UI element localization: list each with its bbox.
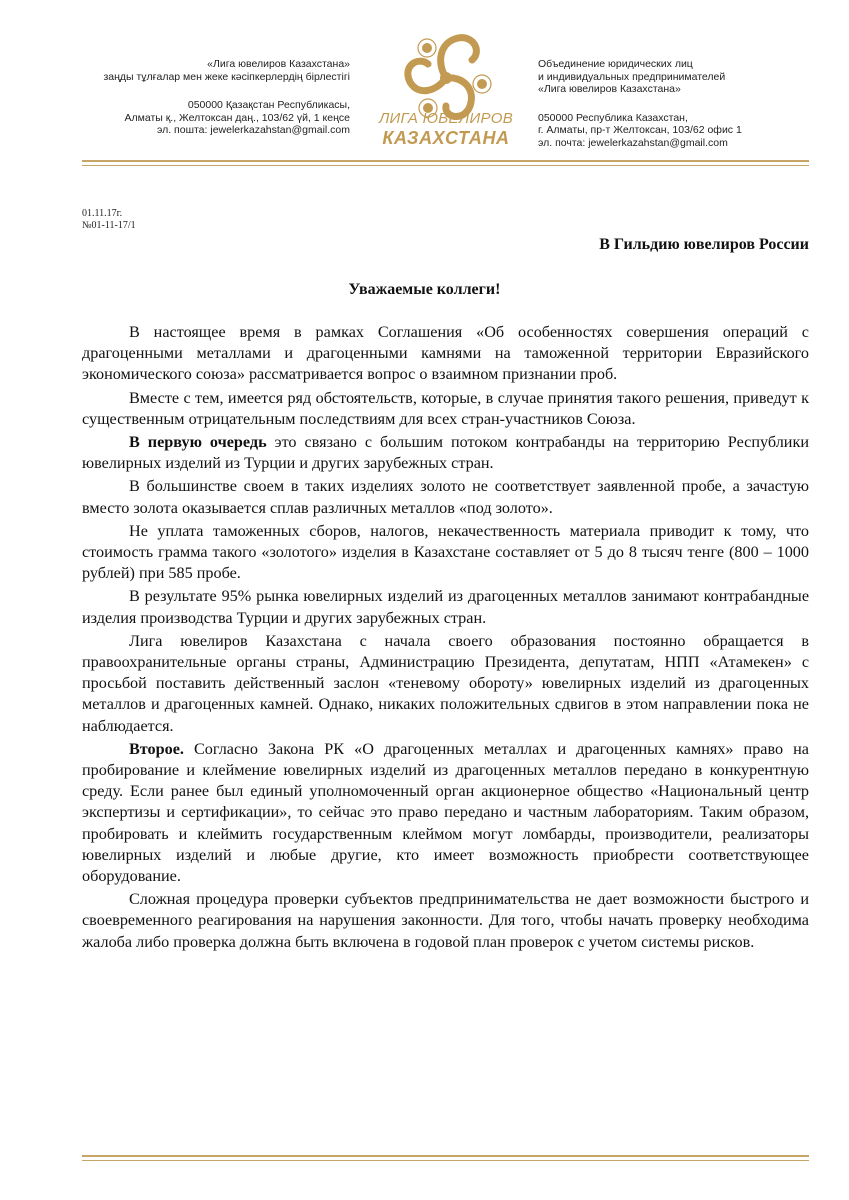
paragraph-8: [82, 739, 809, 887]
header-right-email: эл. почта: jewelerkazahstan@gmail.com: [538, 136, 728, 149]
paragraph-9: Сложная процедура проверки субъектов предпринимательства не дает возможности быстрого и своевременного реагирования на нарушения законности. Для того, чтобы начать проверку необходима жалоба либо проверка должна быть включена в годовой план проверок с учетом системы рисков.: [82, 890, 809, 951]
header-left-block: [80, 58, 350, 137]
header-left-address-1: 050000 Қазақстан Республикасы,: [187, 99, 350, 111]
letter-number: №01-11-17/1: [82, 220, 136, 231]
header-left-org: «Лига ювелиров Казахстана»: [207, 58, 350, 70]
paragraph-7: Лига ювелиров Казахстана с начала своего образования постоянно обращается в правоохранительные органы страны, Администрацию Президента, депутатам, НПП «Атамекен» с просьбой поставить действенный заслон «теневому обороту» ювелирных изделий из драгоценных металлов и драгоценных камней. Однако, никаких положительных сдвигов в этом направлении пока не наблюдается.: [82, 631, 809, 735]
paragraph-4: В большинстве своем в таких изделиях золото не соответствует заявленной пробе, а зачастую вместо золота оказывается сплав различных металлов «под золото».: [82, 477, 809, 517]
paragraph-2: Вместе с тем, имеется ряд обстоятельств, которые, в случае принятия такого решения, приведут к существенным отрицательным последствиям для всех стран-участников Союза.: [82, 388, 809, 428]
paragraph-3-text: это связано с большим потоком контрабанды на территорию Республики ювелирных изделий из Турции и других зарубежных стран.: [82, 433, 809, 473]
header-right-address-2: г. Алматы, пр-т Желтоксан, 103/62 офис 1: [538, 124, 742, 136]
header-right-org-2: и индивидуальных предпринимателей: [538, 70, 726, 83]
header-rule-thin: [82, 165, 809, 166]
letter-meta: [82, 208, 136, 232]
letter-salutation: Уважаемые коллеги!: [348, 281, 501, 298]
paragraph-1: В настоящее время в рамках Соглашения «Об особенностях совершения операций с драгоценными металлами и драгоценными камнями на таможенной территории Евразийского экономического союза» рассматривается вопрос о взаимном признании проб.: [82, 323, 809, 384]
footer-rule-thick: [82, 1155, 809, 1157]
header-right-org-quoted: «Лига ювелиров Казахстана»: [538, 83, 681, 95]
header-left-address-2: Алматы қ., Желтоксан даң., 103/62 үй, 1 кеңсе: [124, 111, 350, 124]
paragraph-5: Не уплата таможенных сборов, налогов, некачественность материала приводит к тому, что стоимость грамма такого «золотого» изделия в Казахстане составляет от 5 до 8 тысяч тенге (800 – 1000 рублей) при 585 пробе.: [82, 521, 809, 583]
paragraph-6: В результате 95% рынка ювелирных изделий из драгоценных металлов занимают контрабандные изделия производства Турции и других зарубежных стран.: [82, 587, 809, 627]
header-left-email: эл. пошта: jewelerkazahstan@gmail.com: [156, 124, 350, 136]
footer-rule-thin: [82, 1160, 809, 1161]
header-right-address-1: 050000 Республика Казахстан,: [538, 111, 688, 124]
logo-text-line2: КАЗАХСТАНА: [382, 128, 510, 148]
header-left-org-desc: заңды тұлғалар мен жеке кәсіпкерлердің бірлестігі: [103, 70, 350, 83]
paragraph-8-text: Согласно Закона РК «О драгоценных металлах и драгоценных камнях» право на пробирование и клеймение ювелирных изделий из драгоценных металлов передано в конкурентную среду. Если ранее был единый уполномоченный орган акционерное общество «Национальный центр экспертизы и сертификации», то сейчас это право передано и частным лабораториям. Таким образом, пробировать и клеймить государственным клеймом могут ломбарды, производители, реализаторы ювелирных изделий и любые другие, кто имеет возможность приобрести соответствующее оборудование.: [82, 739, 809, 886]
paragraph-3-lead: В первую очередь: [129, 433, 267, 452]
header-right-block: [538, 58, 798, 149]
letter-date: 01.11.17г.: [82, 208, 123, 219]
letter-addressee: В Гильдию ювелиров России: [599, 236, 809, 253]
logo-text-line1: ЛИГА ЮВЕЛИРОВ: [378, 110, 514, 127]
paragraph-8-lead: Второе.: [129, 739, 184, 758]
paragraph-3: [82, 432, 809, 474]
letter-body: [82, 322, 809, 955]
header-right-org-1: Объединение юридических лиц: [538, 58, 693, 70]
header-rule-thick: [82, 160, 809, 162]
